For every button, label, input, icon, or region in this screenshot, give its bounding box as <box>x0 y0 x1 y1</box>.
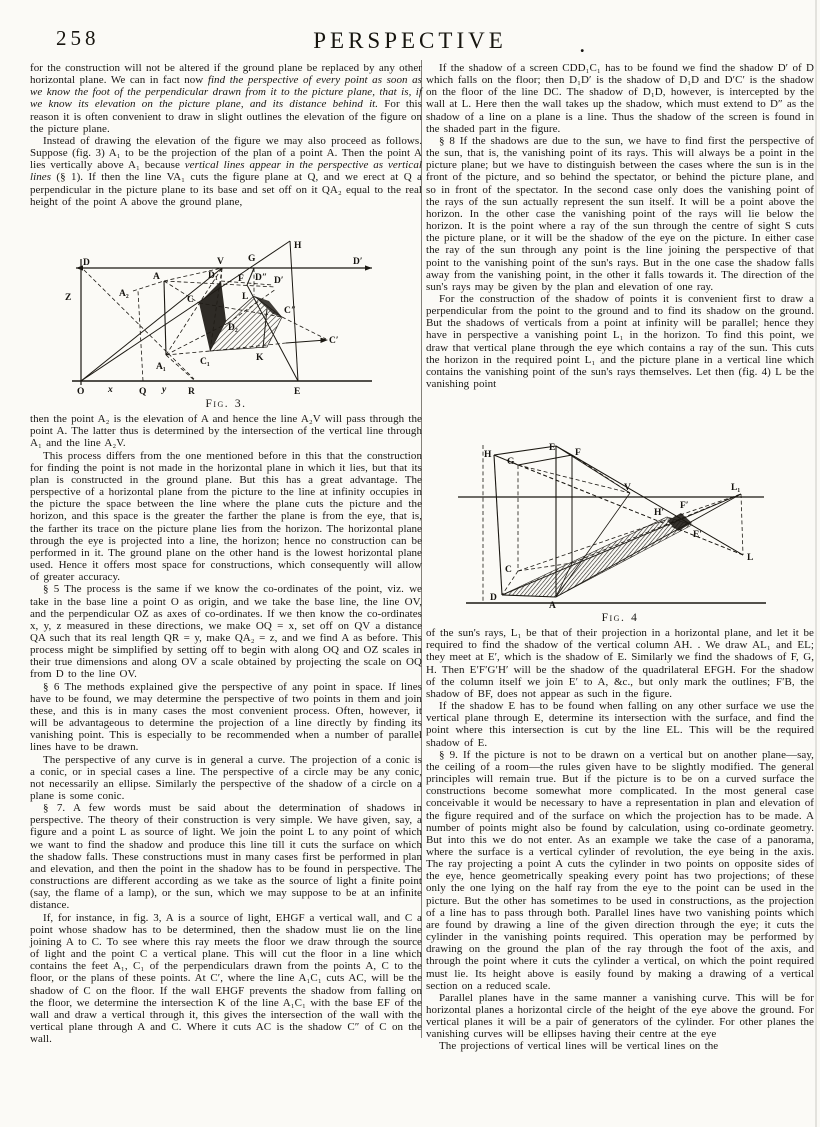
column-shadow-hatched <box>502 517 692 597</box>
fig4-label-L1: L₁ <box>731 483 741 493</box>
text-run: Instead of drawing the elevation of the figure we may also proceed as follows. Suppose (fig. 3) A₁ to be the projection of the plan of a point A. Then the point A lies vertically above A₁ because <box>30 134 422 172</box>
fig3-label-D2: D₂ <box>228 323 238 333</box>
fig3-label-C-doubleprime: C″ <box>284 306 297 316</box>
paragraph-right-6: § 9. If the picture is not to be drawn on a vertical but on another plane—say, the ceiling of a room—the rules given have to be slightly modified. The general principles will remain true. But if the picture is to be on a curved surface the constructions become somewhat more complicated. In the most general case conceivable it would be necessary to have a representation in plan and elevation of the figure required and of the surface on which the projection has to be made. A number of points might also be found by calculation, using co-ordinate geometry. But into this we do not enter. As an example we take the case of a panorama, where the surface is a vertical cylinder of revolution, the eye being in the axis. The ray projecting a point A cuts the cylinder in two points on opposite sides of the eye, hence geometrically speaking every point has two projections; of these only the one lying on the half ray from the eye to the point can be used in the picture. But the other has sometimes to be used in constructions, as the projection of a line has to pass through both. Parallel lines have two vanishing points which are found by drawing a line of the given direction through the eye; it cuts the cylinder in the vanishing points required. This operation may be performed by drawing on the ground the plan of the ray through the foot of the axis, and through the point where it cuts the cylinder a vertical, on which the point required must lie. Its height above is easily found by making a drawing of a vertical section on a reduced scale. <box>426 748 814 992</box>
fig3-label-A: A <box>153 272 160 282</box>
fig3-label-D: D <box>83 258 90 268</box>
figure-3-drawing <box>36 239 416 397</box>
fig3-label-C-prime: C′ <box>329 336 339 346</box>
figure-4 <box>426 441 814 624</box>
paragraph-right-8: The projections of vertical lines will be vertical lines on the <box>439 1040 719 1053</box>
fig3-label-A2: A₂ <box>119 289 129 299</box>
fig3-label-O: O <box>77 387 85 397</box>
fig3-label-D-prime-far: D′ <box>353 257 363 267</box>
fig4-label-E: E <box>549 443 556 453</box>
fig3-label-G: G <box>248 254 256 264</box>
fig3-label-C1: C₁ <box>200 357 210 367</box>
fig3-label-Z: Z <box>65 293 72 303</box>
ink-dot: . <box>580 36 585 56</box>
fig3-label-D-prime-near: D′ <box>274 276 284 286</box>
page-edge <box>815 0 817 1127</box>
right-column-upper-text <box>426 62 814 441</box>
figure-4-caption: Fig. 4 <box>601 612 639 624</box>
fig4-label-G: G <box>507 457 515 467</box>
paragraph-left-7: The perspective of any curve is in general a curve. The projection of a conic is a conic, or in special cases a line. The perspective of a circle may be any conic, not necessarily an ellipse. Similarly the perspective of the shadow of a circle on a plane is some conic. <box>30 753 422 802</box>
fig4-label-H: H <box>484 450 492 460</box>
fig4-label-D: D <box>490 593 497 603</box>
fig3-label-C: C <box>187 295 194 305</box>
italic-text-run: vertical lines appear in the perspective as vertical lines <box>30 159 422 184</box>
left-column-upper-text <box>30 62 422 239</box>
page-title: PERSPECTIVE <box>313 28 507 53</box>
fig3-label-y: y <box>162 385 167 395</box>
paragraph-right-2: § 8 If the shadows are due to the sun, we have to find first the perspective of the sun, that is, the vanishing point of its rays. This will always be a point in the picture plane; but we have to distinguish between the cases where the sun is in the front of the picture, and so behind the spectator, or behind the picture plane, and so in front of the spectator. In the second case only does the vanishing point of the rays of the sun actually represent the sun itself. It will be a point above the horizon. In the other case the vanishing point of the rays will lie below the horizon. It is the point where a ray of the sun through the centre of sight S cuts the picture plane, or it will be the shadow of the eye on the picture. In either case the ray of the sun through any point is the line joining the perspective of that point to the vanishing point of the sun's rays. But in the one case the shadow falls away from the vanishing point, in the other it falls towards it. The direction of the sun's rays may be given by the plan and elevation of one ray. <box>426 134 814 293</box>
paragraph-right-7: Parallel planes have in the same manner a vanishing curve. This will be for horizontal planes a horizontal circle of the height of the eye above the ground. For vertical planes it will be a pair of generators of the cylinder. For other planes the vanishing curves will be ellipses having their centre at the eye <box>426 991 814 1041</box>
text-run: For this reason it is often convenient to draw in slight outlines the elevation of the figure on the picture plane. <box>30 98 422 135</box>
left-column <box>30 62 422 1045</box>
arrowhead-left <box>76 265 83 270</box>
fig4-label-L: L <box>747 553 754 563</box>
text-run: for the construction will not be altered if the ground plane be replaced by any other horizontal plane. We can in fact now <box>30 62 422 87</box>
fig4-label-A: A <box>549 601 556 611</box>
figure-3 <box>30 239 422 410</box>
paragraph-left-3: then the point A₂ is the elevation of A and hence the line A₂V will pass through the point A. The latter thus is determined by the intersection of the vertical line through A₁ and the line A₂V. <box>30 413 422 450</box>
paragraph-left-1 <box>30 62 422 135</box>
paragraph-left-4: This process differs from the one mentioned before in this that the construction for finding the point is not made in the horizontal plane in which it lies, but that its plan is constructed in the ground plane. But this has a great advantage. The perspective of a horizontal plane from the picture to the line at infinity occupies in the picture the space between the line where the plane cuts the picture and the horizon, and this space is the greater the farther the plane is from the eye, that is, the farther its trace on the picture plane lies from the horizon. The horizontal plane through the eye is projected into a line, the horizon; hence no construction can be performed in it. The ground plane on the other hand is the lowest horizontal plane used. Hence it offers most space for constructions, which consequently will allow of greater accuracy. <box>30 449 422 584</box>
paragraph-left-2 <box>30 135 422 208</box>
paragraph-right-4: of the sun's rays, L₁ be that of their projection in a horizontal plane, and let it be required to find the shadow of the vertical column AH. . We draw AL₁ and EL; they meet at E′, which is the shadow of E. Similarly we find the shadows of F, G, H. Then E′F′G′H′ will be the shadow of the quadrilateral EFGH. For the shadow of the column itself we join E′ to A, &c., but only mark the outlines; F′B, the shadow of BF, does not appear as such in the figure. <box>426 627 814 700</box>
fig4-label-F: F <box>575 448 581 458</box>
page-number: 258 <box>56 26 100 50</box>
italic-text-run: find the perspective of every point as soon as we know the foot of the perpendicular drawn from it to the picture plane, that is, if we know its elevation on the picture plane, and its distance behind it. <box>30 74 422 111</box>
fig4-label-F-prime: F′ <box>680 501 689 511</box>
figure-4-drawing <box>430 441 810 611</box>
paragraph-left-5: § 5 The process is the same if we know the co-ordinates of the point, viz. we take in the base line a point O as origin, and we take the base line, the line OV, and the perpendicular OZ as axes of co-ordinates. If we then know the co-ordinates x, y, z measured in these directions, we make OQ = x, set off on QV a distance QA such that its real length QR = y, make QA₂ = z, and we find A as before. This process might be simplified by setting off to begin with along OQ and OZ scales in their true dimensions and along OV a scale obtained by projecting the scale on OQ from D to the line OV. <box>30 583 422 681</box>
paragraph-right-5: If the shadow E has to be found when falling on any other surface we use the vertical plane through E, determine its intersection with the surface, and find the point where this intersection is cut by the line EL. This will be the required shadow of E. <box>426 700 814 749</box>
fig3-label-E: E <box>294 387 301 397</box>
fig3-label-A1: A₁ <box>156 362 166 372</box>
fig3-label-V: V <box>217 257 224 267</box>
fig3-label-D-doubleprime: D″ <box>255 273 268 283</box>
arrowhead-right <box>365 265 372 270</box>
paragraph-left-8: § 7. A few words must be said about the determination of shadows in perspective. The theory of their construction is very simple. We have given, say, a figure and a point L as source of light. We join the point L to any point of which we want to find the shadow and produce this line till it cuts the surface on which the shadow falls. These constructions must in many cases first be performed in plan and elevation, and then the point in the shadow has to be found in perspective. The constructions are different according as we take as the source of light a finite point (say, the flame of a lamp), or the sun, which we may suppose to be at an infinite distance. <box>30 802 422 912</box>
fig3-label-D1: D₁ <box>208 271 218 281</box>
paragraph-left-6: § 6 The methods explained give the perspective of any point in space. If lines have to be found, we may determine the perspective of two points in them and join these, and this is in many cases the most convenient process. Often, however, it will be advantageous to determine the projection of a line directly by finding its vanishing point. This is especially to be recommended when a number of parallel lines have to be drawn. <box>30 680 422 754</box>
fig3-label-L: L <box>242 292 249 302</box>
paragraph-right-3: For the construction of the shadow of points it is convenient first to draw a perpendicular from the point to the ground and to find its shadow on the ground. But the shadows of verticals from a point at infinity will be parallel; hence they have in perspective a vanishing point L₁ in the horizon. To find this point, we draw that vertical plane through the eye which contains a ray of the sun. This cuts the horizon in the required point L₁ and the picture plane in a vertical line which contains the vanishing point of the sun's rays themselves. Let then (fig. 4) L be the vanishing point <box>426 292 814 391</box>
fig3-label-K: K <box>256 353 264 363</box>
fig4-label-H-prime: H′ <box>654 508 665 518</box>
fig4-label-C: C <box>505 565 512 575</box>
right-column <box>426 62 814 1053</box>
fig4-label-V: V <box>624 483 631 493</box>
paragraph-left-9: If, for instance, in fig. 3, A is a source of light, EHGF a vertical wall, and C a point whose shadow has to be determined, then the shadow must lie on the line joining A to C. To see where this ray meets the floor we draw through the source of light and the point C a vertical plane. This will cut the floor in a line which contains the feet A₁, C₁ of the perpendiculars drawn from the points A, C to the floor, or the plans of these points. At C′, where the line A₁C₁ cuts AC, will be the shadow of C on the floor. If the wall EHGF prevents the shadow from falling on the floor, we determine the intersection K of the line A₁C₁ with the base EF of the wall and draw a vertical through it, this gives the intersection of the wall with the vertical plane through A and C. Where it cuts AC is the shadow C″ of C on the wall. <box>30 911 422 1046</box>
fig3-label-x: x <box>108 385 113 395</box>
fig3-label-H: H <box>294 241 302 251</box>
fig3-label-F: F <box>238 274 244 284</box>
figure-3-caption: Fig. 3. <box>205 398 247 410</box>
fig3-label-R: R <box>188 387 195 397</box>
text-run: (§ 1). If then the line VA₁ cuts the figure plane at Q, and we erect at Q a perpendicular in the picture plane to its base and set off on it QA₂ equal to the real height of the point A above the ground plane, <box>30 171 422 208</box>
fig3-label-Q: Q <box>139 387 147 397</box>
fig4-label-E-prime: E′ <box>693 530 703 540</box>
paragraph-right-1: If the shadow of a screen CDD₁C₁ has to be found we find the shadow D′ of D which falls on the floor; then D₁D′ is the shadow of D₁D and D′C′ is the shadow on the floor of the line DC. The shadow of D₁D, however, is intercepted by the wall at L. Here then the wall takes up the shadow, which must extend to D″ as the shadow of a line on a plane is a line. Thus the shadow of the screen is found in the shaded part in the figure. <box>426 62 814 135</box>
